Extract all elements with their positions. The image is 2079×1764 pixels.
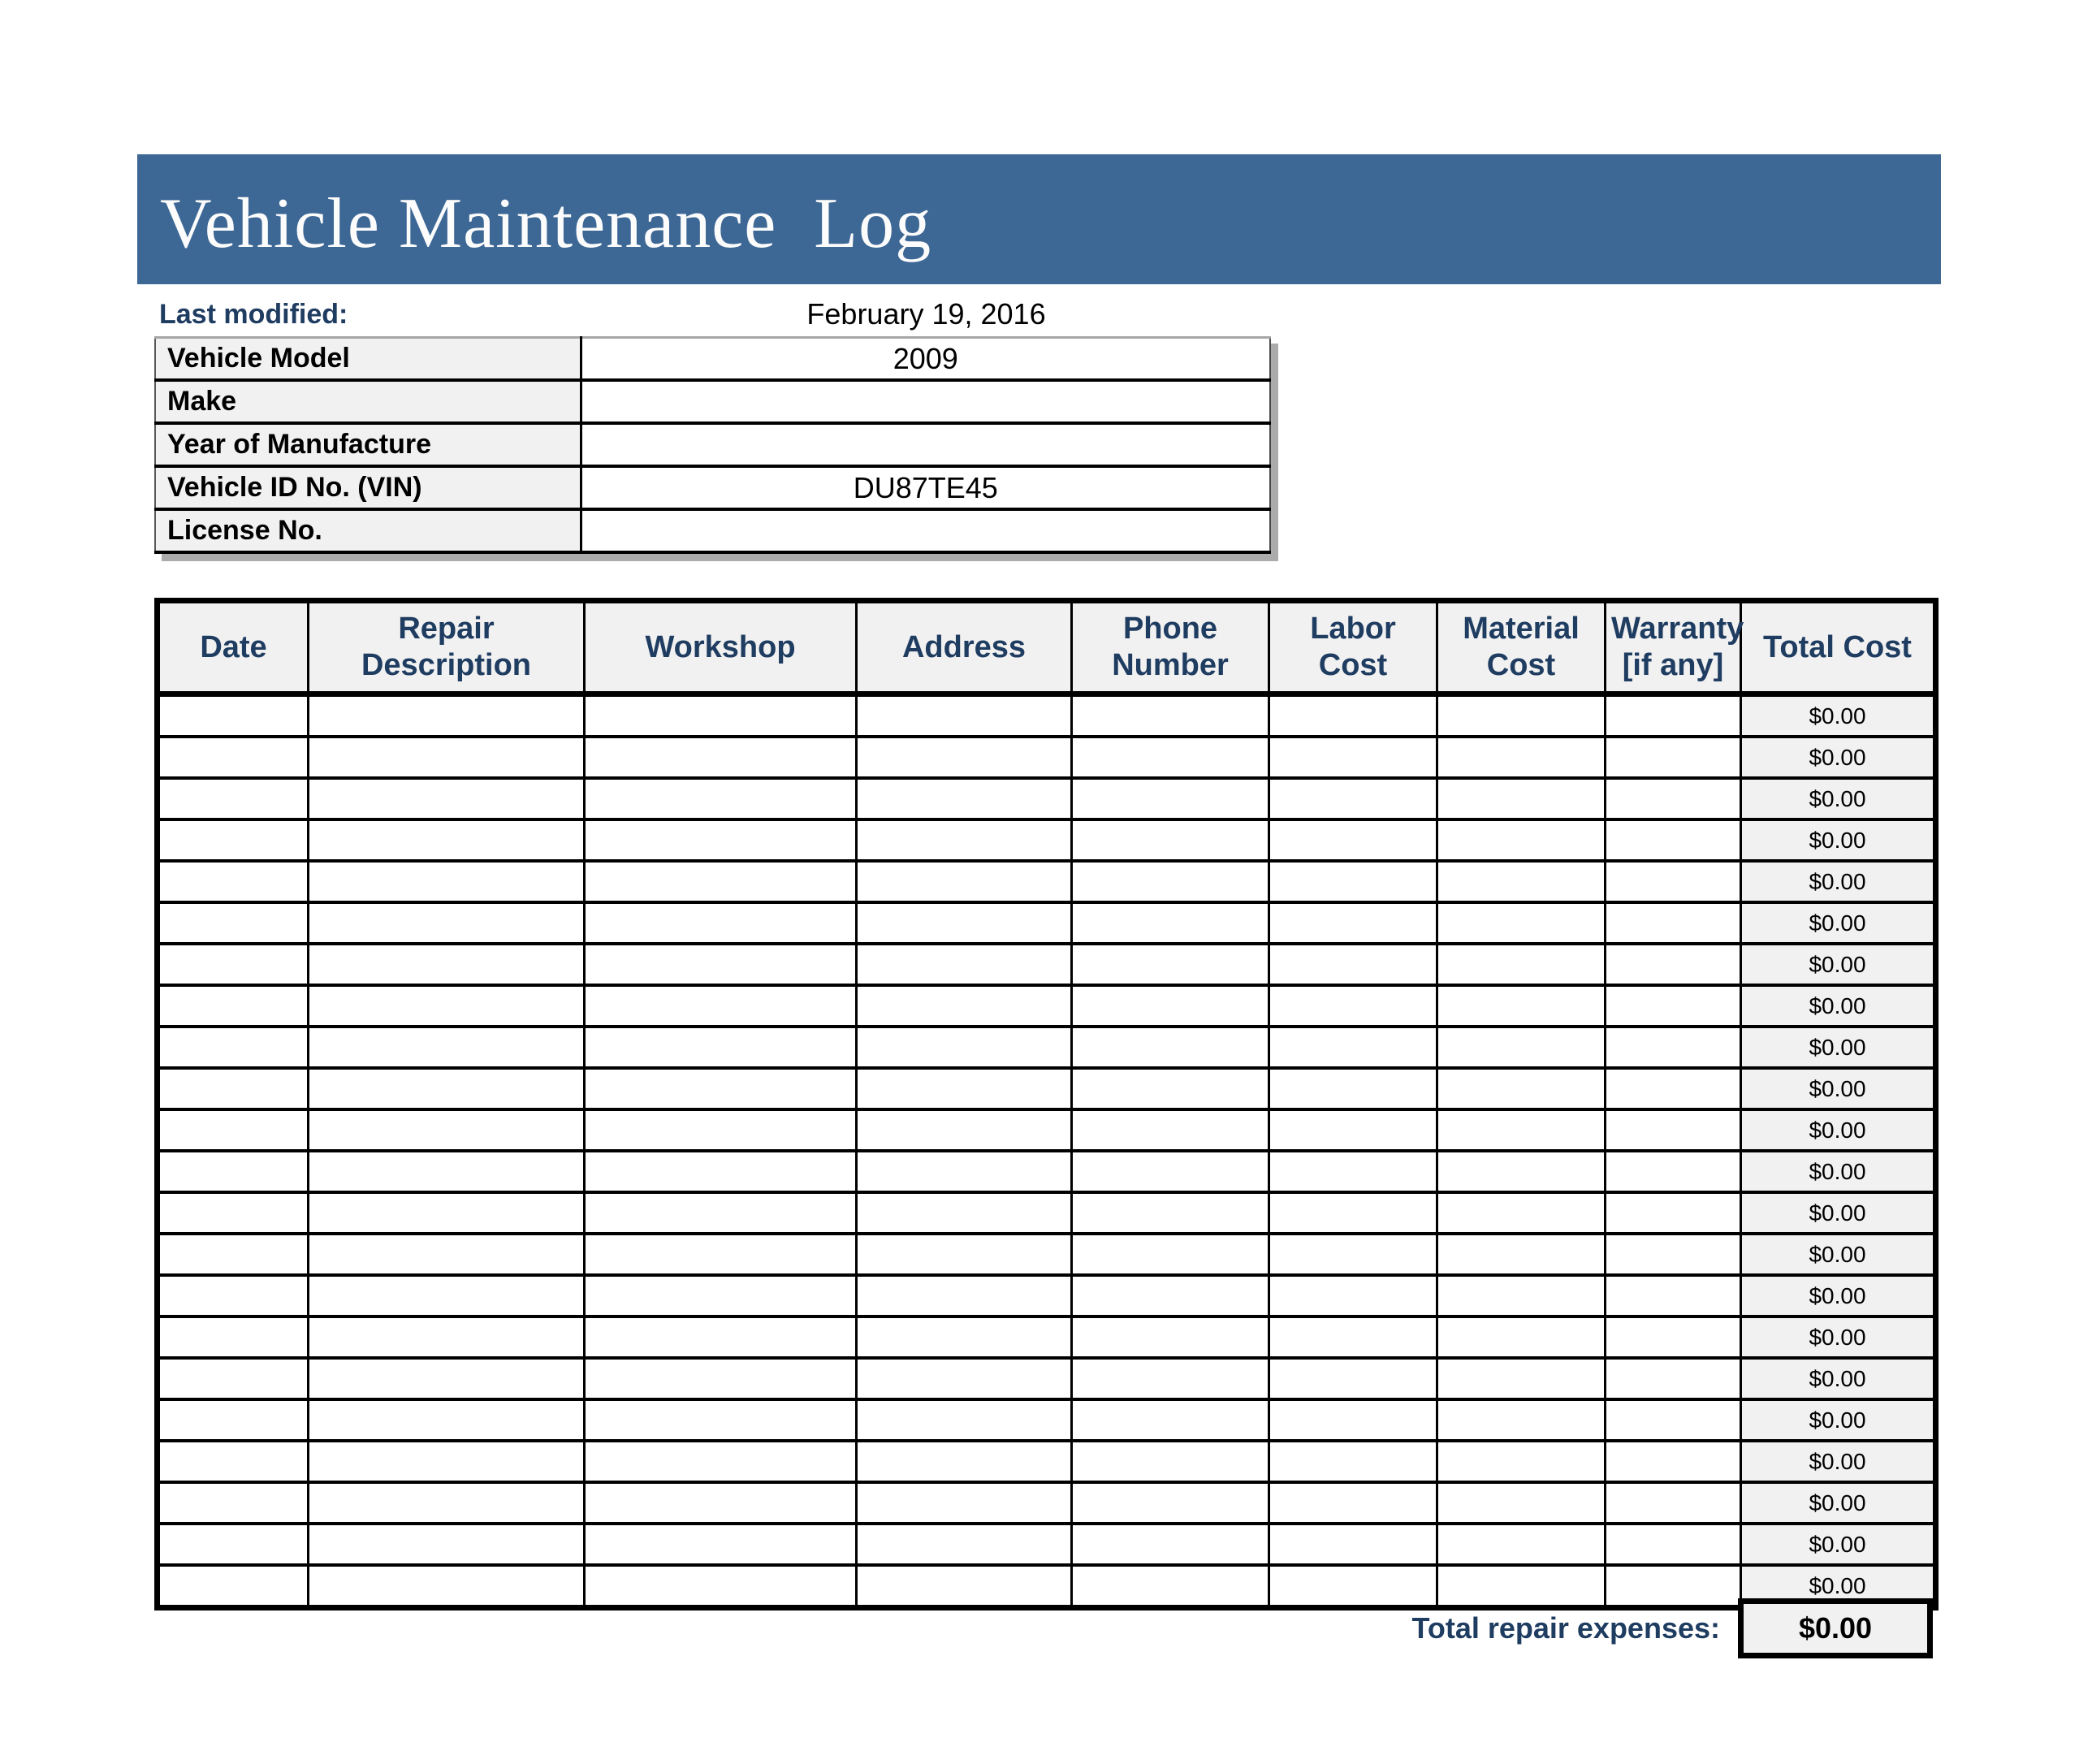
total-cost-cell: $0.00 [1741, 985, 1936, 1027]
log-cell-material-cost[interactable] [1437, 1317, 1606, 1358]
log-cell-phone-number[interactable] [1072, 1317, 1269, 1358]
log-cell-date[interactable] [158, 1399, 309, 1441]
column-header-date: Date [158, 601, 309, 694]
log-cell-date[interactable] [158, 1441, 309, 1482]
log-cell-material-cost[interactable] [1437, 778, 1606, 819]
log-cell-material-cost[interactable] [1437, 1109, 1606, 1151]
info-label-cell: Vehicle Model [155, 338, 581, 381]
log-cell-workshop[interactable] [585, 694, 857, 737]
log-cell-address[interactable] [857, 1358, 1072, 1399]
log-cell-phone-number[interactable] [1072, 1399, 1269, 1441]
log-cell-labor-cost[interactable] [1269, 1482, 1437, 1524]
log-cell-workshop[interactable] [585, 1317, 857, 1358]
log-cell-warranty[interactable] [1606, 1275, 1741, 1317]
log-row [158, 861, 1936, 902]
log-cell-date[interactable] [158, 944, 309, 985]
log-row [158, 1151, 1936, 1192]
log-cell-labor-cost[interactable] [1269, 1109, 1437, 1151]
log-row [158, 1275, 1936, 1317]
log-cell-labor-cost[interactable] [1269, 1151, 1437, 1192]
log-cell-workshop[interactable] [585, 1109, 857, 1151]
info-label-cell: Make [155, 380, 581, 423]
log-cell-material-cost[interactable] [1437, 1027, 1606, 1068]
log-cell-labor-cost[interactable] [1269, 1027, 1437, 1068]
total-cost-cell: $0.00 [1741, 1109, 1936, 1151]
log-cell-workshop[interactable] [585, 1524, 857, 1565]
log-cell-repair-description[interactable] [309, 861, 585, 902]
info-label-cell: License No. [155, 509, 581, 552]
column-header-labor-cost: Labor Cost [1269, 601, 1437, 694]
log-cell-workshop[interactable] [585, 1275, 857, 1317]
total-expenses-box [1738, 1598, 1933, 1658]
log-cell-warranty[interactable] [1606, 1027, 1741, 1068]
log-cell-address[interactable] [857, 1399, 1072, 1441]
log-cell-labor-cost[interactable] [1269, 861, 1437, 902]
log-cell-material-cost[interactable] [1437, 737, 1606, 778]
column-header-repair-description: Repair Description [309, 601, 585, 694]
total-cost-cell: $0.00 [1741, 737, 1936, 778]
log-cell-phone-number[interactable] [1072, 944, 1269, 985]
log-cell-material-cost[interactable] [1437, 985, 1606, 1027]
info-value-cell[interactable]: DU87TE45 [581, 466, 1270, 509]
log-cell-labor-cost[interactable] [1269, 1524, 1437, 1565]
log-cell-workshop[interactable] [585, 1399, 857, 1441]
vehicle-info-table [154, 336, 1271, 554]
log-cell-warranty[interactable] [1606, 1317, 1741, 1358]
total-cost-cell: $0.00 [1741, 1441, 1936, 1482]
log-cell-phone-number[interactable] [1072, 861, 1269, 902]
log-cell-material-cost[interactable] [1437, 1192, 1606, 1234]
log-cell-date[interactable] [158, 1275, 309, 1317]
log-cell-address[interactable] [857, 1524, 1072, 1565]
log-row [158, 1317, 1936, 1358]
total-expenses-label: Total repair expenses: [1411, 1611, 1720, 1645]
info-value-cell[interactable] [581, 380, 1270, 423]
log-cell-address[interactable] [857, 737, 1072, 778]
log-row [158, 1358, 1936, 1399]
log-cell-labor-cost[interactable] [1269, 985, 1437, 1027]
last-modified-label: Last modified: [159, 299, 348, 330]
log-cell-workshop[interactable] [585, 778, 857, 819]
log-row [158, 694, 1936, 737]
page-title: Vehicle Maintenance Log [160, 184, 932, 263]
total-cost-cell: $0.00 [1741, 1068, 1936, 1109]
log-cell-repair-description[interactable] [309, 1192, 585, 1234]
log-cell-repair-description[interactable] [309, 737, 585, 778]
log-cell-repair-description[interactable] [309, 985, 585, 1027]
log-cell-workshop[interactable] [585, 1027, 857, 1068]
log-cell-material-cost[interactable] [1437, 1234, 1606, 1275]
log-cell-date[interactable] [158, 1151, 309, 1192]
log-cell-material-cost[interactable] [1437, 1524, 1606, 1565]
log-cell-workshop[interactable] [585, 737, 857, 778]
log-cell-material-cost[interactable] [1437, 1441, 1606, 1482]
log-cell-labor-cost[interactable] [1269, 944, 1437, 985]
log-cell-repair-description[interactable] [309, 1441, 585, 1482]
log-cell-repair-description[interactable] [309, 1358, 585, 1399]
log-cell-warranty[interactable] [1606, 1109, 1741, 1151]
log-cell-workshop[interactable] [585, 1358, 857, 1399]
log-row [158, 1441, 1936, 1482]
log-cell-repair-description[interactable] [309, 1399, 585, 1441]
total-cost-cell: $0.00 [1741, 944, 1936, 985]
log-cell-date[interactable] [158, 737, 309, 778]
total-cost-cell: $0.00 [1741, 778, 1936, 819]
log-cell-material-cost[interactable] [1437, 1151, 1606, 1192]
log-cell-warranty[interactable] [1606, 694, 1741, 737]
log-cell-address[interactable] [857, 1275, 1072, 1317]
info-row [155, 509, 1270, 552]
log-row [158, 819, 1936, 861]
log-cell-workshop[interactable] [585, 1151, 857, 1192]
log-cell-labor-cost[interactable] [1269, 902, 1437, 944]
log-cell-workshop[interactable] [585, 1482, 857, 1524]
log-cell-repair-description[interactable] [309, 1482, 585, 1524]
log-cell-address[interactable] [857, 944, 1072, 985]
total-cost-cell: $0.00 [1741, 1317, 1936, 1358]
log-cell-material-cost[interactable] [1437, 1358, 1606, 1399]
log-row [158, 1109, 1936, 1151]
log-cell-phone-number[interactable] [1072, 819, 1269, 861]
log-cell-warranty[interactable] [1606, 1151, 1741, 1192]
log-cell-labor-cost[interactable] [1269, 1317, 1437, 1358]
total-cost-cell: $0.00 [1741, 1482, 1936, 1524]
log-cell-phone-number[interactable] [1072, 1027, 1269, 1068]
log-cell-workshop[interactable] [585, 1068, 857, 1109]
log-cell-warranty[interactable] [1606, 1399, 1741, 1441]
summary-row [154, 1597, 1933, 1660]
log-cell-labor-cost[interactable] [1269, 694, 1437, 737]
log-cell-material-cost[interactable] [1437, 902, 1606, 944]
log-row [158, 737, 1936, 778]
info-row [155, 380, 1270, 423]
column-header-total-cost: Total Cost [1741, 601, 1936, 694]
log-row [158, 778, 1936, 819]
total-cost-cell: $0.00 [1741, 694, 1936, 737]
column-header-material-cost: Material Cost [1437, 601, 1606, 694]
log-cell-phone-number[interactable] [1072, 1524, 1269, 1565]
log-cell-address[interactable] [857, 1234, 1072, 1275]
log-cell-address[interactable] [857, 1317, 1072, 1358]
log-cell-address[interactable] [857, 985, 1072, 1027]
log-cell-phone-number[interactable] [1072, 778, 1269, 819]
log-cell-phone-number[interactable] [1072, 1482, 1269, 1524]
log-cell-date[interactable] [158, 1109, 309, 1151]
log-cell-repair-description[interactable] [309, 1068, 585, 1109]
log-cell-date[interactable] [158, 1482, 309, 1524]
log-cell-date[interactable] [158, 1027, 309, 1068]
log-cell-repair-description[interactable] [309, 1275, 585, 1317]
log-cell-address[interactable] [857, 778, 1072, 819]
total-cost-cell: $0.00 [1741, 819, 1936, 861]
column-header-address: Address [857, 601, 1072, 694]
log-cell-material-cost[interactable] [1437, 1482, 1606, 1524]
log-cell-phone-number[interactable] [1072, 1068, 1269, 1109]
log-cell-address[interactable] [857, 694, 1072, 737]
column-header-phone-number: Phone Number [1072, 601, 1269, 694]
log-cell-warranty[interactable] [1606, 1482, 1741, 1524]
log-cell-repair-description[interactable] [309, 944, 585, 985]
log-cell-material-cost[interactable] [1437, 944, 1606, 985]
total-cost-cell: $0.00 [1741, 1275, 1936, 1317]
log-cell-material-cost[interactable] [1437, 694, 1606, 737]
total-expenses-value: $0.00 [1798, 1611, 1873, 1645]
log-row [158, 1192, 1936, 1234]
log-cell-material-cost[interactable] [1437, 819, 1606, 861]
info-label-cell: Vehicle ID No. (VIN) [155, 466, 581, 509]
info-row [155, 423, 1270, 466]
log-cell-phone-number[interactable] [1072, 1358, 1269, 1399]
log-cell-repair-description[interactable] [309, 1234, 585, 1275]
log-cell-phone-number[interactable] [1072, 737, 1269, 778]
log-cell-repair-description[interactable] [309, 1027, 585, 1068]
log-cell-date[interactable] [158, 1068, 309, 1109]
log-cell-warranty[interactable] [1606, 1358, 1741, 1399]
info-value-cell[interactable] [581, 509, 1270, 552]
log-cell-warranty[interactable] [1606, 985, 1741, 1027]
log-cell-labor-cost[interactable] [1269, 1275, 1437, 1317]
log-cell-repair-description[interactable] [309, 1317, 585, 1358]
log-cell-phone-number[interactable] [1072, 1234, 1269, 1275]
log-cell-warranty[interactable] [1606, 902, 1741, 944]
log-cell-warranty[interactable] [1606, 861, 1741, 902]
log-cell-warranty[interactable] [1606, 1524, 1741, 1565]
log-cell-phone-number[interactable] [1072, 1275, 1269, 1317]
log-row [158, 944, 1936, 985]
log-cell-address[interactable] [857, 1441, 1072, 1482]
total-cost-cell: $0.00 [1741, 1358, 1936, 1399]
meta-line [154, 297, 1271, 333]
log-cell-address[interactable] [857, 1151, 1072, 1192]
info-label-cell: Year of Manufacture [155, 423, 581, 466]
log-cell-repair-description[interactable] [309, 819, 585, 861]
log-cell-warranty[interactable] [1606, 944, 1741, 985]
log-cell-workshop[interactable] [585, 902, 857, 944]
log-cell-phone-number[interactable] [1072, 1441, 1269, 1482]
log-row [158, 1234, 1936, 1275]
log-cell-phone-number[interactable] [1072, 694, 1269, 737]
log-cell-labor-cost[interactable] [1269, 1234, 1437, 1275]
log-cell-workshop[interactable] [585, 985, 857, 1027]
log-cell-repair-description[interactable] [309, 1524, 585, 1565]
log-cell-warranty[interactable] [1606, 737, 1741, 778]
log-cell-date[interactable] [158, 1317, 309, 1358]
log-cell-repair-description[interactable] [309, 694, 585, 737]
log-cell-repair-description[interactable] [309, 1151, 585, 1192]
log-cell-repair-description[interactable] [309, 778, 585, 819]
log-cell-address[interactable] [857, 819, 1072, 861]
total-cost-cell: $0.00 [1741, 902, 1936, 944]
log-row [158, 1027, 1936, 1068]
total-cost-cell: $0.00 [1741, 1151, 1936, 1192]
maintenance-log-table [154, 598, 1939, 1611]
log-cell-workshop[interactable] [585, 861, 857, 902]
log-cell-labor-cost[interactable] [1269, 1068, 1437, 1109]
column-header-warranty-if-any: Warranty [if any] [1606, 601, 1741, 694]
log-cell-address[interactable] [857, 1027, 1072, 1068]
last-modified-value: February 19, 2016 [806, 297, 1046, 331]
banner [137, 154, 1941, 284]
info-value-cell[interactable] [581, 423, 1270, 466]
log-cell-warranty[interactable] [1606, 778, 1741, 819]
log-cell-date[interactable] [158, 1358, 309, 1399]
log-cell-address[interactable] [857, 1482, 1072, 1524]
log-cell-repair-description[interactable] [309, 902, 585, 944]
log-cell-repair-description[interactable] [309, 1109, 585, 1151]
log-row [158, 1068, 1936, 1109]
log-row [158, 1524, 1936, 1565]
log-cell-labor-cost[interactable] [1269, 737, 1437, 778]
log-cell-date[interactable] [158, 985, 309, 1027]
total-cost-cell: $0.00 [1741, 1565, 1936, 1608]
log-cell-labor-cost[interactable] [1269, 819, 1437, 861]
log-cell-material-cost[interactable] [1437, 1275, 1606, 1317]
log-cell-labor-cost[interactable] [1269, 1192, 1437, 1234]
log-cell-labor-cost[interactable] [1269, 1358, 1437, 1399]
log-header-row [158, 601, 1936, 694]
log-cell-workshop[interactable] [585, 819, 857, 861]
log-cell-phone-number[interactable] [1072, 1192, 1269, 1234]
total-cost-cell: $0.00 [1741, 1192, 1936, 1234]
log-cell-warranty[interactable] [1606, 1192, 1741, 1234]
log-cell-warranty[interactable] [1606, 1441, 1741, 1482]
info-value-cell[interactable]: 2009 [581, 338, 1270, 381]
log-cell-warranty[interactable] [1606, 1234, 1741, 1275]
total-cost-cell: $0.00 [1741, 1524, 1936, 1565]
log-cell-address[interactable] [857, 902, 1072, 944]
total-cost-cell: $0.00 [1741, 1399, 1936, 1441]
log-row [158, 902, 1936, 944]
log-row [158, 985, 1936, 1027]
log-cell-phone-number[interactable] [1072, 1151, 1269, 1192]
log-cell-warranty[interactable] [1606, 819, 1741, 861]
log-cell-workshop[interactable] [585, 944, 857, 985]
log-cell-workshop[interactable] [585, 1192, 857, 1234]
total-cost-cell: $0.00 [1741, 1234, 1936, 1275]
log-cell-address[interactable] [857, 1068, 1072, 1109]
log-cell-date[interactable] [158, 1524, 309, 1565]
log-cell-address[interactable] [857, 1109, 1072, 1151]
log-cell-date[interactable] [158, 861, 309, 902]
column-header-workshop: Workshop [585, 601, 857, 694]
log-cell-date[interactable] [158, 902, 309, 944]
log-cell-labor-cost[interactable] [1269, 1441, 1437, 1482]
log-cell-material-cost[interactable] [1437, 1399, 1606, 1441]
log-cell-date[interactable] [158, 778, 309, 819]
info-row [155, 466, 1270, 509]
log-cell-phone-number[interactable] [1072, 1109, 1269, 1151]
total-cost-cell: $0.00 [1741, 1027, 1936, 1068]
total-cost-cell: $0.00 [1741, 861, 1936, 902]
log-cell-material-cost[interactable] [1437, 1068, 1606, 1109]
log-cell-labor-cost[interactable] [1269, 778, 1437, 819]
log-row [158, 1482, 1936, 1524]
log-cell-workshop[interactable] [585, 1441, 857, 1482]
log-cell-date[interactable] [158, 1192, 309, 1234]
log-cell-date[interactable] [158, 694, 309, 737]
log-row [158, 1399, 1936, 1441]
log-cell-phone-number[interactable] [1072, 902, 1269, 944]
log-cell-material-cost[interactable] [1437, 861, 1606, 902]
log-cell-phone-number[interactable] [1072, 985, 1269, 1027]
info-row [155, 338, 1270, 381]
log-cell-date[interactable] [158, 819, 309, 861]
log-cell-date[interactable] [158, 1234, 309, 1275]
log-cell-labor-cost[interactable] [1269, 1399, 1437, 1441]
log-cell-address[interactable] [857, 1192, 1072, 1234]
log-cell-warranty[interactable] [1606, 1068, 1741, 1109]
log-cell-workshop[interactable] [585, 1234, 857, 1275]
log-cell-address[interactable] [857, 861, 1072, 902]
